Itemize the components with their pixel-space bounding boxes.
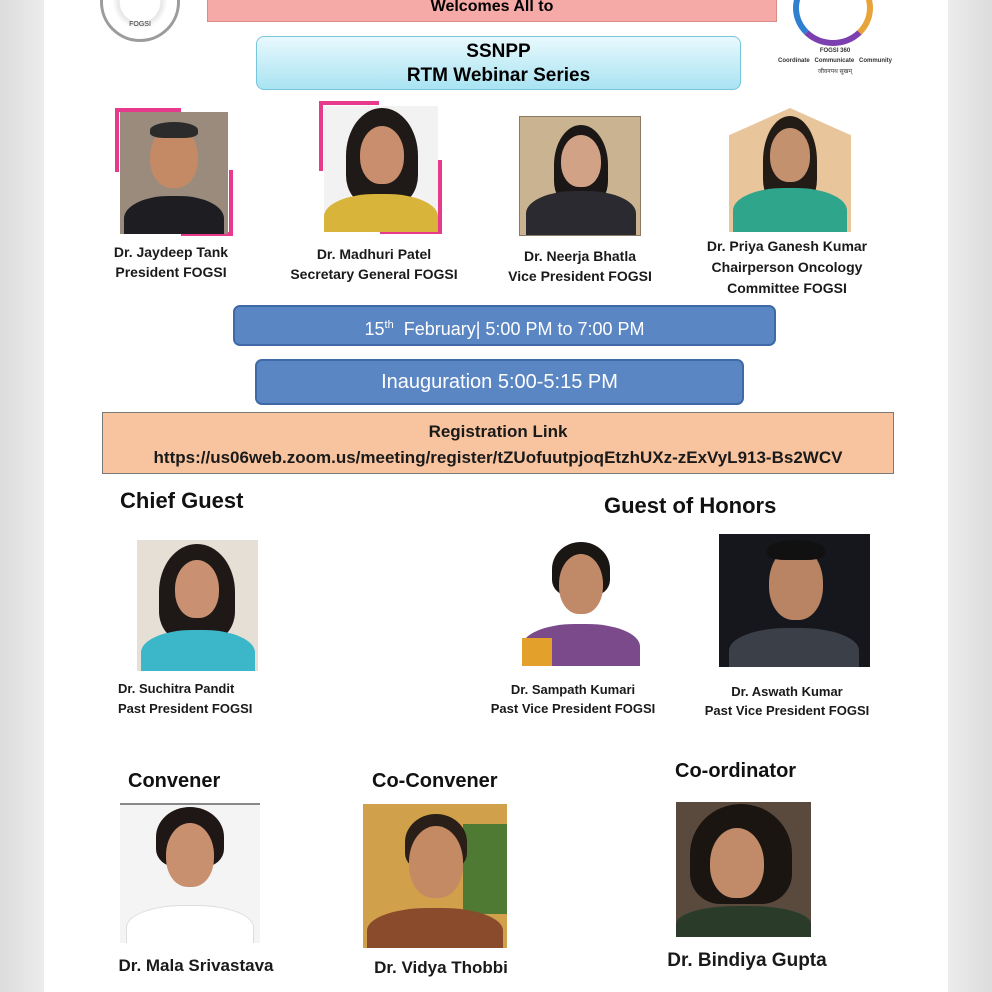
person-name: Dr. Sampath Kumari [510,682,636,697]
guest-of-honors-heading: Guest of Honors [604,493,777,518]
welcome-banner: Welcomes All to [207,0,777,22]
date-rest: February| 5:00 PM to 7:00 PM [403,319,645,339]
chief-guest-caption [118,679,274,719]
page-shadow-left [0,0,44,992]
person-title: Secretary General FOGSI [290,266,458,282]
portrait-mala-srivastava [120,803,260,943]
date-day: 15 [364,319,385,339]
portrait-madhuri-patel [324,106,438,232]
portrait-suchitra-pandit [137,540,258,671]
page-shadow-right [948,0,992,992]
series-name: RTM Webinar Series [406,65,591,86]
co-ordinator-heading: Co-ordinator [675,760,797,782]
portrait-sampath-kumari [522,538,640,666]
person-name: Dr. Neerja Bhatla [523,248,637,264]
person-title: Past President FOGSI [118,701,253,716]
person-title: Committee FOGSI [727,280,847,296]
person-name: Dr. Jaydeep Tank [113,244,229,260]
official-caption [100,242,242,282]
tagline-word: Community [858,58,892,64]
portrait-jaydeep-tank [120,112,228,234]
person-title: Past Vice President FOGSI [490,701,656,716]
person-name: Dr. Madhuri Patel [316,246,432,262]
person-title: President FOGSI [115,264,227,280]
person-title: Chairperson Oncology [711,259,863,275]
date-time-pill [233,305,776,346]
guest-caption [690,682,884,720]
portrait-neerja-bhatla [519,116,641,236]
registration-box [102,412,894,474]
official-caption [690,236,884,299]
co-ordinator-name: Dr. Bindiya Gupta [667,950,827,971]
official-caption [492,246,668,286]
portrait-vidya-thobbi [363,804,507,948]
fogsi-logo-text: FOGSI [129,21,151,28]
guest-caption [478,680,668,718]
chief-guest-heading: Chief Guest [120,488,244,513]
portrait-bindiya-gupta [676,802,811,937]
tagline-word: Coordinate [778,58,810,64]
inauguration-pill: Inauguration 5:00-5:15 PM [255,359,744,405]
co-convener-heading: Co-Convener [372,770,498,792]
registration-link[interactable]: https://us06web.zoom.us/meeting/register/tZUofuutpjoqEtzhUXz-zExVyL913-Bs2WCV [153,448,843,467]
convener-heading: Convener [128,770,221,792]
date-suffix: th [384,319,394,331]
fogsi-360-tagline [778,58,892,64]
registration-label: Registration Link [428,422,568,441]
co-convener-name: Dr. Vidya Thobbi [374,958,508,977]
person-title: Vice President FOGSI [508,268,652,284]
fogsi-360-hindi: जीवनपथ सुखम् [817,69,853,75]
title-banner [256,36,741,90]
person-title: Past Vice President FOGSI [704,703,870,718]
portrait-aswath-kumar [719,534,870,667]
event-name: SSNPP [466,41,531,62]
fogsi-360-title: FOGSI 360 [819,48,851,54]
person-name: Dr. Suchitra Pandit [118,681,235,696]
official-caption [276,244,472,284]
person-name: Dr. Aswath Kumar [731,684,843,699]
convener-name: Dr. Mala Srivastava [118,956,274,975]
person-name: Dr. Priya Ganesh Kumar [706,238,868,254]
tagline-word: Communicate [814,58,855,64]
